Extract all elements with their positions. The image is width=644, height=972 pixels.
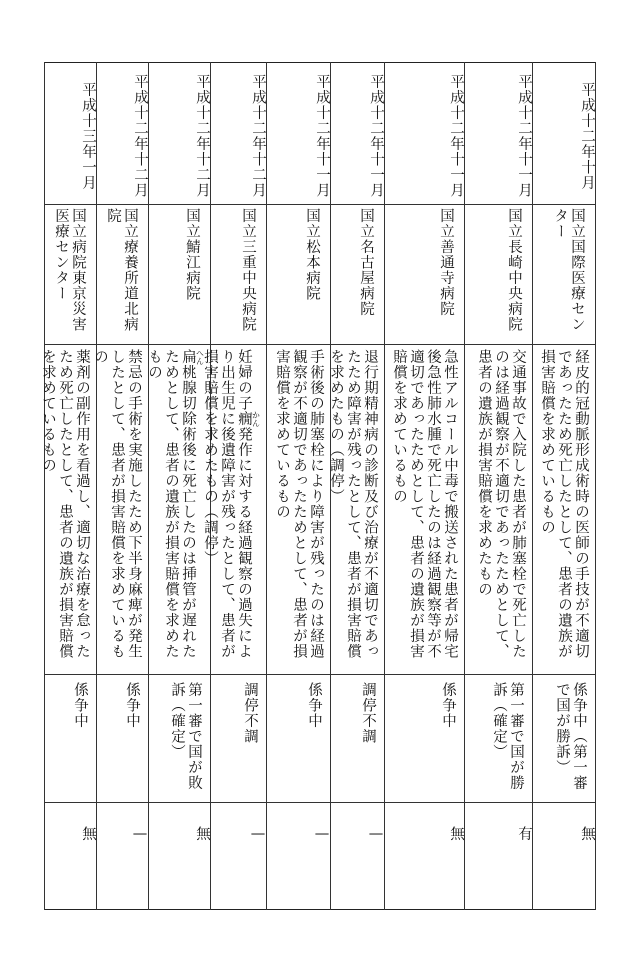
table-row [148, 62, 210, 910]
case-summary: 禁忌の手術を実施したため下半身麻痺が発生したとして、患者が損害賠償を求めているもの [92, 349, 142, 659]
hospital-name: 国立善通寺病院 [438, 208, 454, 317]
case-date: 平成十二年十月 [579, 81, 595, 191]
case-result: — [314, 825, 330, 843]
table-row [202, 62, 266, 910]
case-summary [145, 349, 204, 669]
table-row [384, 62, 464, 910]
case-date: 平成十二年十一月 [448, 74, 464, 198]
summary-text-before-ruby: 妊婦の子 [236, 349, 252, 411]
case-status: 第一審で国が勝訴（確定） [491, 682, 524, 791]
case-date: 平成十二年十一月 [314, 74, 330, 198]
hospital-name: 国立鯖江病院 [184, 208, 200, 301]
table-row [266, 62, 330, 910]
case-summary: 急性アルコール中毒で搬送された患者が帰宅後急性肺水腫で死亡したのは経過観察等が不適切であったためとして、患者の遺族が損害賠償を求めているもの [391, 349, 458, 659]
case-summary: 経皮的冠動脈形成術時の医師の手技が不適切であったため死亡したとして、患者の遺族が損害賠償を求めているもの [539, 349, 589, 659]
hospital-name: 国立病院東京災害医療センター [53, 208, 86, 332]
column-divider [595, 62, 596, 910]
summary-text-after-ruby: 発作に対する経過観察の過失により出生児に後遺障害が残ったとして、患者が損害賠償を求めたもの（調停） [202, 349, 252, 659]
summary-text-after-ruby: 桃腺切除術後に死亡したのは挿管が遅れたためとして、患者の遺族が損害賠償を求めたもの [146, 349, 196, 660]
table-row [40, 62, 96, 910]
ruby-word: 扁 へん [180, 349, 205, 365]
case-date: 平成十三年一月 [80, 81, 96, 191]
case-date: 平成十二年十一月 [368, 74, 384, 198]
case-result: — [250, 825, 266, 843]
hospital-name: 国立療養所道北病院 [105, 208, 138, 332]
case-result: 無 [448, 826, 464, 842]
case-table [40, 62, 596, 910]
hospital-name: 国立名古屋病院 [358, 208, 374, 317]
case-result: 無 [194, 826, 210, 842]
hospital-name: 国立三重中央病院 [240, 208, 256, 332]
ruby-word: 癇 かん [236, 410, 261, 427]
case-status: 係争中 [440, 682, 456, 729]
case-summary: 交通事故で入院した患者が肺塞栓で死亡したのは経過観察が不適切であったためとして、患者の遺族が損害賠償を求めたもの [476, 349, 526, 659]
case-date: 平成十二年十二月 [194, 74, 210, 198]
case-result: — [368, 825, 384, 843]
hospital-name: 国立長崎中央病院 [506, 208, 522, 332]
case-status: 調停不調 [360, 682, 376, 744]
case-summary: 退行期精神病の診断及び治療が不適切であったため障害が残ったとして、患者が損害賠償を求めたもの（調停） [328, 349, 378, 659]
hospital-name: 国立国際医療センター [552, 208, 585, 332]
case-result: 有 [516, 826, 532, 842]
case-date: 平成十二年十一月 [516, 74, 532, 198]
case-status: 係争中 [306, 682, 322, 729]
case-status: 調停不調 [242, 682, 258, 744]
case-date: 平成十二年十二月 [132, 74, 148, 198]
table-row [330, 62, 384, 910]
case-status: 第一審で国が敗訴（確定） [169, 682, 202, 791]
case-result: 無 [80, 826, 96, 842]
ruby-reading: へん [195, 349, 205, 365]
ruby-reading: かん [251, 410, 261, 427]
table-row [532, 62, 595, 910]
case-date: 平成十二年十二月 [250, 74, 266, 198]
case-status: 係争中（第一審で国が勝訴） [554, 682, 587, 791]
table-row [464, 62, 532, 910]
table-row [92, 62, 148, 910]
case-summary: 手術後の肺塞栓により障害が残ったのは経過観察が不適切であったためとして、患者が損害賠償を求めているもの [274, 349, 324, 659]
case-result: — [132, 825, 148, 843]
case-status: 係争中 [124, 682, 140, 729]
case-summary: 薬剤の副作用を看過し、適切な治療を怠ったため死亡したとして、患者の遺族が損害賠償を求めているもの [40, 349, 90, 659]
case-result: 無 [579, 826, 595, 842]
hospital-name: 国立松本病院 [304, 208, 320, 301]
case-status: 係争中 [72, 682, 88, 729]
